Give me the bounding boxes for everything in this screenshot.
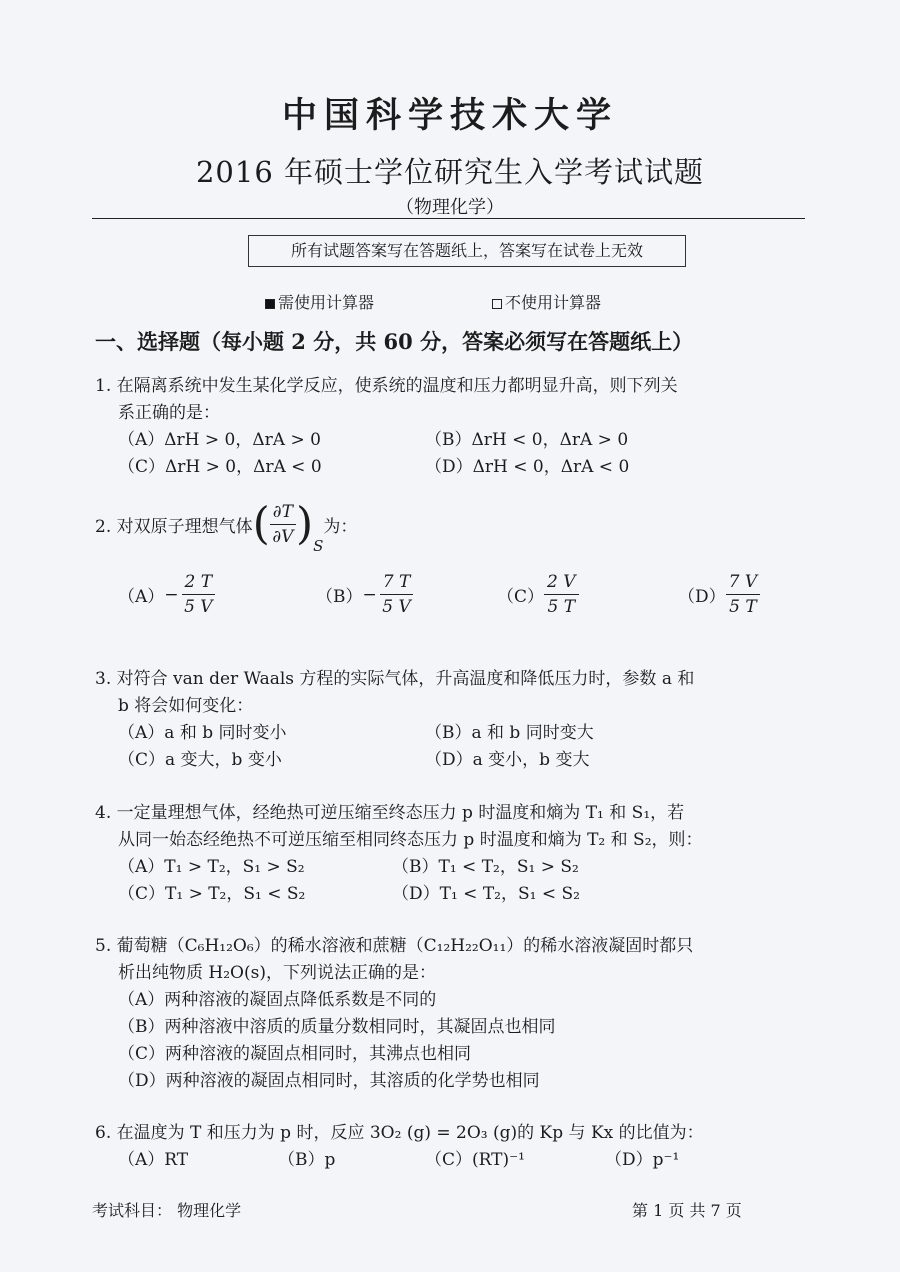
constant-subscript: S bbox=[313, 537, 324, 555]
question-3-line-2: b 将会如何变化： bbox=[118, 696, 254, 716]
question-1-line-1: 1. 在隔离系统中发生某化学反应，使系统的温度和压力都明显升高，则下列关 bbox=[95, 376, 678, 396]
question-6-option-d: （D）p⁻¹ bbox=[605, 1150, 680, 1170]
question-5-line-2: 析出纯物质 H₂O(s)，下列说法正确的是： bbox=[118, 963, 436, 983]
footer-page-number: 第 1 页 共 7 页 bbox=[632, 1201, 742, 1220]
option-d-numerator: 7 V bbox=[726, 570, 761, 595]
partial-denominator: ∂V bbox=[272, 527, 294, 547]
question-2-option-a bbox=[118, 570, 215, 619]
question-1-option-a: （A）ΔrH > 0，ΔrA > 0 bbox=[118, 430, 321, 450]
question-4-option-c: （C）T₁ > T₂，S₁ < S₂ bbox=[118, 884, 306, 904]
empty-checkbox-icon bbox=[492, 299, 502, 309]
question-5-option-d: （D）两种溶液的凝固点相同时，其溶质的化学势也相同 bbox=[118, 1071, 540, 1091]
option-b-fraction bbox=[380, 570, 414, 619]
option-a-numerator: 2 T bbox=[182, 570, 216, 595]
option-b-label: （B） bbox=[316, 587, 363, 607]
option-a-fraction bbox=[182, 570, 216, 619]
section-title: 一、选择题（每小题 2 分，共 60 分，答案必须写在答题纸上） bbox=[95, 329, 694, 354]
option-d-label: （D） bbox=[678, 587, 726, 607]
calculator-required-label: 需使用计算器 bbox=[278, 293, 375, 312]
exam-subject: （物理化学） bbox=[396, 197, 504, 218]
option-c-fraction bbox=[544, 570, 579, 619]
answer-notice: 所有试题答案写在答题纸上，答案写在试卷上无效 bbox=[248, 235, 686, 267]
checked-checkbox-icon bbox=[265, 299, 275, 309]
option-d-denominator: 5 T bbox=[729, 597, 757, 617]
question-5-option-a: （A）两种溶液的凝固点降低系数是不同的 bbox=[118, 990, 437, 1010]
option-a-sign: − bbox=[164, 584, 179, 605]
question-1-option-b: （B）ΔrH < 0，ΔrA > 0 bbox=[425, 430, 629, 450]
partial-numerator: ∂T bbox=[270, 500, 296, 525]
question-3-option-b: （B）a 和 b 同时变大 bbox=[425, 723, 594, 743]
calculator-required bbox=[265, 290, 374, 313]
option-a-label: （A） bbox=[118, 587, 165, 607]
question-4-option-a: （A）T₁ > T₂，S₁ > S₂ bbox=[118, 857, 305, 877]
question-6-option-a: （A）RT bbox=[118, 1150, 189, 1170]
question-1-option-d: （D）ΔrH < 0，ΔrA < 0 bbox=[425, 457, 630, 477]
question-3-option-c: （C）a 变大，b 变小 bbox=[118, 750, 282, 770]
left-paren: ( bbox=[252, 498, 270, 550]
option-c-denominator: 5 T bbox=[547, 597, 576, 617]
question-3-option-a: （A）a 和 b 同时变小 bbox=[118, 723, 287, 743]
university-name: 中国科学技术大学 bbox=[281, 95, 618, 136]
option-b-denominator: 5 V bbox=[382, 597, 411, 617]
option-c-numerator: 2 V bbox=[544, 570, 579, 595]
question-4-line-2: 从同一始态经绝热不可逆压缩至相同终态压力 p 时温度和熵为 T₂ 和 S₂，则： bbox=[118, 830, 703, 850]
partial-derivative bbox=[270, 500, 296, 549]
question-5-option-b: （B）两种溶液中溶质的质量分数相同时，其凝固点也相同 bbox=[118, 1017, 556, 1037]
option-a-denominator: 5 V bbox=[184, 597, 213, 617]
option-d-fraction bbox=[726, 570, 761, 619]
question-4-option-d: （D）T₁ < T₂，S₁ < S₂ bbox=[392, 884, 580, 904]
option-b-sign: − bbox=[362, 584, 377, 605]
question-2-prefix: 2. 对双原子理想气体 bbox=[95, 517, 253, 537]
question-2-option-c bbox=[497, 570, 579, 619]
question-2-option-b bbox=[316, 570, 413, 619]
question-1-line-2: 系正确的是： bbox=[118, 403, 220, 423]
question-5-line-1: 5. 葡萄糖（C₆H₁₂O₆）的稀水溶液和蔗糖（C₁₂H₂₂O₁₁）的稀水溶液凝固时都只 bbox=[95, 936, 694, 956]
question-3-line-1: 3. 对符合 van der Waals 方程的实际气体，升高温度和降低压力时，参数 a 和 bbox=[95, 669, 695, 689]
exam-title: 2016 年硕士学位研究生入学考试试题 bbox=[195, 155, 705, 189]
question-4-option-b: （B）T₁ < T₂，S₁ > S₂ bbox=[392, 857, 579, 877]
calculator-not-required-label: 不使用计算器 bbox=[505, 293, 602, 312]
footer-subject: 考试科目： 物理化学 bbox=[92, 1201, 242, 1220]
question-2 bbox=[95, 500, 357, 555]
option-b-numerator: 7 T bbox=[380, 570, 414, 595]
question-6-option-c: （C）(RT)⁻¹ bbox=[425, 1150, 525, 1170]
question-2-suffix: 为： bbox=[323, 517, 358, 537]
question-6-line-1: 6. 在温度为 T 和压力为 p 时，反应 3O₂ (g) = 2O₃ (g)的 Kp 与 Kx 的比值为： bbox=[95, 1123, 704, 1143]
right-paren: ) bbox=[295, 498, 314, 550]
option-c-label: （C） bbox=[497, 587, 545, 607]
question-5-option-c: （C）两种溶液的凝固点相同时，其沸点也相同 bbox=[118, 1044, 472, 1064]
question-2-option-d bbox=[678, 570, 760, 619]
question-6-option-b: （B）p bbox=[278, 1150, 336, 1170]
calculator-not-required bbox=[492, 290, 601, 313]
header-divider bbox=[92, 218, 805, 219]
question-1-option-c: （C）ΔrH > 0，ΔrA < 0 bbox=[118, 457, 322, 477]
question-3-option-d: （D）a 变小，b 变大 bbox=[425, 750, 590, 770]
question-4-line-1: 4. 一定量理想气体，经绝热可逆压缩至终态压力 p 时温度和熵为 T₁ 和 S₁，若 bbox=[95, 803, 685, 823]
